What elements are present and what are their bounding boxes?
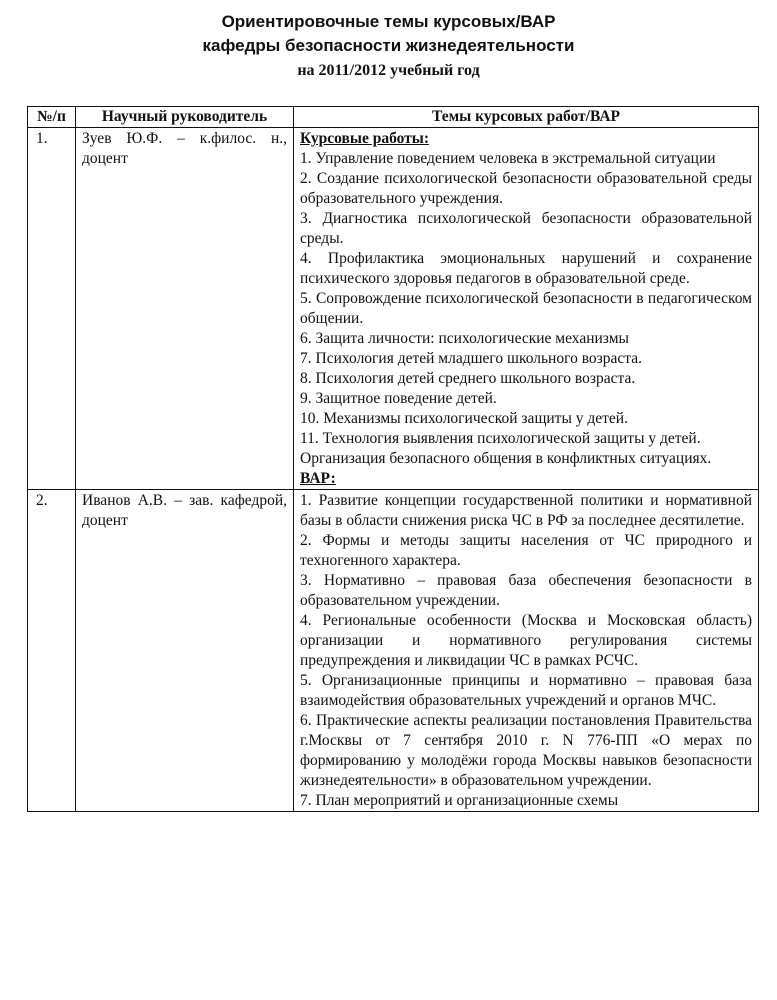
topic-item: 6. Защита личности: психологические механизмы (300, 330, 629, 347)
topic-item: 11. Технология выявления психологической защиты у детей. (300, 430, 701, 447)
topic-item: 2. Формы и методы защиты населения от ЧС природного и техногенного характера. (300, 532, 752, 569)
topics-cell (294, 128, 759, 490)
supervisor-name: Иванов А.В. – зав. кафедрой, доцент (76, 490, 294, 812)
topic-item: 5. Сопровождение психологической безопасности в педагогическом общении. (300, 290, 752, 327)
supervisor-name: Зуев Ю.Ф. – к.филос. н., доцент (76, 128, 294, 490)
academic-year: на 2011/2012 учебный год (297, 62, 480, 79)
topic-item: 10. Механизмы психологической защиты у детей. (300, 410, 628, 427)
topic-item: 1. Развитие концепции государственной политики и нормативной базы в области снижения риска ЧС в РФ за последнее десятилетие. (300, 492, 752, 529)
topic-item: 3. Нормативно – правовая база обеспечения безопасности в образовательном учреждении. (300, 572, 752, 609)
topic-item: 9. Защитное поведение детей. (300, 390, 497, 407)
topic-item: 7. Психология детей младшего школьного возраста. (300, 350, 643, 367)
topic-item: 7. План мероприятий и организационные схемы (300, 792, 619, 809)
row-number: 1. (28, 128, 76, 490)
topic-item: 1. Управление поведением человека в экстремальной ситуации (300, 150, 716, 167)
topics-cell (294, 490, 759, 812)
topic-item: Организация безопасного общения в конфликтных ситуациях. (300, 450, 712, 467)
document-title: Ориентировочные темы курсовых/ВАР (221, 12, 556, 31)
document-subtitle: кафедры безопасности жизнедеятельности (202, 36, 575, 55)
topics-table (27, 106, 759, 812)
column-header-topics: Темы курсовых работ/ВАР (294, 107, 759, 128)
topic-item: 4. Профилактика эмоциональных нарушений и сохранение психического здоровья педагогов в образовательной среде. (300, 250, 752, 287)
topic-item: 2. Создание психологической безопасности образовательной среды образовательного учреждения. (300, 170, 752, 207)
topic-item: 3. Диагностика психологической безопасности образовательной среды. (300, 210, 752, 247)
table-row (28, 490, 759, 812)
section-label-var: ВАР: (300, 470, 336, 487)
table-header-row (28, 107, 759, 128)
topic-item: 8. Психология детей среднего школьного возраста. (300, 370, 636, 387)
section-label-coursework: Курсовые работы: (300, 130, 430, 147)
topic-item: 5. Организационные принципы и нормативно – правовая база взаимодействия образовательных учреждений и органов МЧС. (300, 672, 752, 709)
column-header-number: №/п (28, 107, 76, 128)
topic-item: 6. Практические аспекты реализации постановления Правительства г.Москвы от 7 сентября 2010 г. N 776-ПП «О мерах по формированию у молодёжи города Москвы навыков безопасности жизнедеятельности» в образовательном учреждении. (300, 712, 752, 789)
table-row (28, 128, 759, 490)
topic-item: 4. Региональные особенности (Москва и Московская область) организации и нормативного регулирования системы предупреждения и ликвидации ЧС в рамках РСЧС. (300, 612, 752, 669)
row-number: 2. (28, 490, 76, 812)
column-header-supervisor: Научный руководитель (76, 107, 294, 128)
